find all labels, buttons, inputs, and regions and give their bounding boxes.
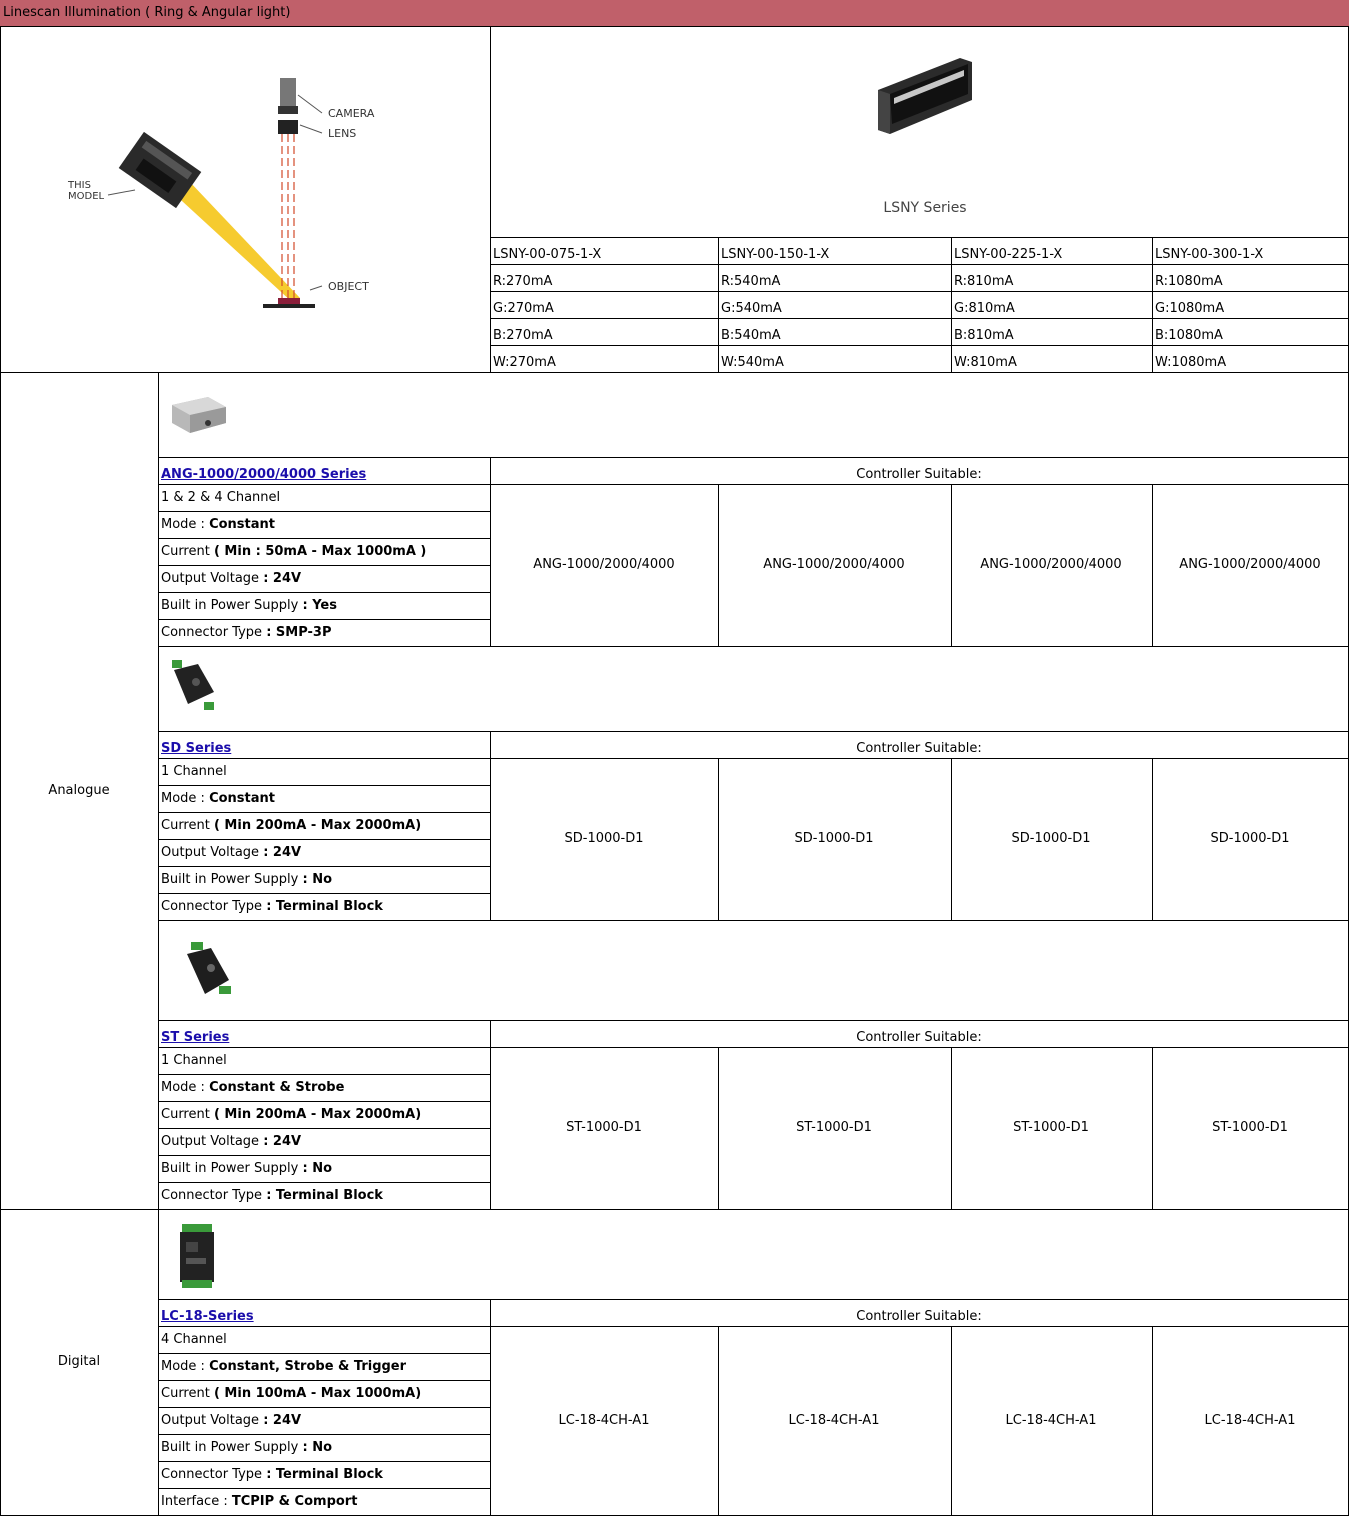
model-current-b: B:540mA xyxy=(721,328,781,343)
current-spec: Current ( Min 200mA - Max 2000mA) xyxy=(161,1107,422,1122)
row-line xyxy=(158,511,490,512)
voltage-spec: Output Voltage : 24V xyxy=(161,1413,302,1428)
suitable-model: ST-1000-D1 xyxy=(1013,1120,1089,1135)
row-line xyxy=(158,592,490,593)
power-supply-spec: Built in Power Supply : No xyxy=(161,872,333,887)
row-line xyxy=(158,893,490,894)
model-current-g: G:810mA xyxy=(954,301,1015,316)
channel-spec: 1 & 2 & 4 Channel xyxy=(161,490,281,505)
col-line xyxy=(490,731,491,920)
connector-spec: Connector Type : Terminal Block xyxy=(161,1467,383,1482)
series-link-sd[interactable]: SD Series xyxy=(161,741,232,756)
group-label-digital: Digital xyxy=(57,1354,101,1369)
current-spec: Current ( Min : 50mA - Max 1000mA ) xyxy=(161,544,427,559)
col-line xyxy=(951,484,952,646)
setup-diagram-image xyxy=(60,70,390,315)
mode-spec: Mode : Constant & Strobe xyxy=(161,1080,345,1095)
series-link-ang[interactable]: ANG-1000/2000/4000 Series xyxy=(161,467,367,482)
controller-suitable-label: Controller Suitable: xyxy=(856,1309,982,1324)
model-current-b: B:1080mA xyxy=(1155,328,1223,343)
suitable-model: ANG-1000/2000/4000 xyxy=(980,557,1122,572)
controller-suitable-label: Controller Suitable: xyxy=(856,741,982,756)
model-current-r: R:270mA xyxy=(493,274,553,289)
voltage-spec: Output Voltage : 24V xyxy=(161,845,302,860)
model-current-w: W:810mA xyxy=(954,355,1017,370)
model-name: LSNY-00-225-1-X xyxy=(954,247,1063,262)
col-line xyxy=(490,1020,491,1209)
row-line xyxy=(158,1074,490,1075)
connector-spec: Connector Type : Terminal Block xyxy=(161,1188,383,1203)
group-label-analogue: Analogue xyxy=(48,783,110,798)
col-line xyxy=(718,484,719,646)
suitable-model: ANG-1000/2000/4000 xyxy=(763,557,905,572)
ang-controller-image xyxy=(168,393,230,437)
product-series-name: LSNY Series xyxy=(883,200,967,216)
col-line xyxy=(1152,1047,1153,1209)
row-line xyxy=(158,457,1349,458)
suitable-model: SD-1000-D1 xyxy=(1011,831,1091,846)
row-line xyxy=(158,785,490,786)
st-controller-image xyxy=(183,940,235,1002)
row-line xyxy=(158,1326,1349,1327)
model-current-b: B:270mA xyxy=(493,328,553,343)
series-link-lc18[interactable]: LC-18-Series xyxy=(161,1309,254,1324)
row-line xyxy=(158,1047,1349,1048)
row-line xyxy=(158,619,490,620)
channel-spec: 1 Channel xyxy=(161,1053,227,1068)
col-line xyxy=(718,237,719,373)
object-label: OBJECT xyxy=(328,280,369,293)
controller-suitable-label: Controller Suitable: xyxy=(856,1030,982,1045)
row-line xyxy=(158,866,490,867)
left-border xyxy=(0,27,1,1516)
mode-spec: Mode : Constant xyxy=(161,791,275,806)
model-current-g: G:1080mA xyxy=(1155,301,1225,316)
row-line xyxy=(158,1380,490,1381)
row-line xyxy=(158,1461,490,1462)
group-divider xyxy=(158,372,159,1516)
row-line xyxy=(158,1353,490,1354)
model-current-r: R:810mA xyxy=(954,274,1014,289)
current-spec: Current ( Min 200mA - Max 2000mA) xyxy=(161,818,422,833)
suitable-model: ST-1000-D1 xyxy=(1212,1120,1288,1135)
row-line xyxy=(158,731,1349,732)
row-line xyxy=(0,372,1349,373)
row-line xyxy=(490,345,1349,346)
optical-path xyxy=(282,134,294,298)
model-current-w: W:1080mA xyxy=(1155,355,1227,370)
model-current-w: W:540mA xyxy=(721,355,784,370)
suitable-model: LC-18-4CH-A1 xyxy=(788,1413,880,1428)
row-line xyxy=(158,484,1349,485)
model-name: LSNY-00-300-1-X xyxy=(1155,247,1264,262)
suitable-model: LC-18-4CH-A1 xyxy=(1005,1413,1097,1428)
current-spec: Current ( Min 100mA - Max 1000mA) xyxy=(161,1386,422,1401)
connector-spec: Connector Type : Terminal Block xyxy=(161,899,383,914)
series-link-st[interactable]: ST Series xyxy=(161,1030,230,1045)
model-name: LSNY-00-150-1-X xyxy=(721,247,830,262)
col-line xyxy=(490,457,491,646)
connector-spec: Connector Type : SMP-3P xyxy=(161,625,332,640)
power-supply-spec: Built in Power Supply : No xyxy=(161,1161,333,1176)
page-title: Linescan Illumination ( Ring & Angular light) xyxy=(3,5,291,20)
model-label: MODEL xyxy=(68,191,105,202)
col-line xyxy=(718,1047,719,1209)
row-line xyxy=(158,1020,1349,1021)
lsny-product-image xyxy=(870,50,980,140)
col-line xyxy=(1152,1326,1153,1516)
row-line xyxy=(158,812,490,813)
suitable-model: ST-1000-D1 xyxy=(796,1120,872,1135)
suitable-model: ANG-1000/2000/4000 xyxy=(533,557,675,572)
lens-label: LENS xyxy=(328,127,357,140)
model-current-b: B:810mA xyxy=(954,328,1014,343)
row-line xyxy=(158,1434,490,1435)
col-line xyxy=(1152,237,1153,373)
row-line xyxy=(158,1182,490,1183)
lens-icon xyxy=(278,120,298,134)
mode-spec: Mode : Constant xyxy=(161,517,275,532)
row-line xyxy=(158,1101,490,1102)
row-line xyxy=(490,291,1349,292)
header-bar xyxy=(0,0,1349,27)
row-line xyxy=(158,920,1349,921)
col-line xyxy=(951,1326,952,1516)
col-line xyxy=(951,758,952,920)
row-line xyxy=(158,565,490,566)
row-line xyxy=(158,1488,490,1489)
suitable-model: SD-1000-D1 xyxy=(1210,831,1290,846)
model-name: LSNY-00-075-1-X xyxy=(493,247,602,262)
lc18-controller-image xyxy=(178,1222,218,1290)
suitable-model: SD-1000-D1 xyxy=(794,831,874,846)
row-line xyxy=(158,646,1349,647)
row-line xyxy=(158,538,490,539)
col-line xyxy=(490,1299,491,1516)
voltage-spec: Output Voltage : 24V xyxy=(161,1134,302,1149)
group-line xyxy=(0,1209,1349,1210)
model-current-w: W:270mA xyxy=(493,355,556,370)
camera-icon xyxy=(280,78,296,106)
model-current-g: G:270mA xyxy=(493,301,554,316)
suitable-model: ANG-1000/2000/4000 xyxy=(1179,557,1321,572)
mode-spec: Mode : Constant, Strobe & Trigger xyxy=(161,1359,407,1374)
row-line xyxy=(158,758,1349,759)
suitable-model: LC-18-4CH-A1 xyxy=(1204,1413,1296,1428)
voltage-spec: Output Voltage : 24V xyxy=(161,571,302,586)
power-supply-spec: Built in Power Supply : Yes xyxy=(161,598,337,613)
channel-spec: 4 Channel xyxy=(161,1332,227,1347)
row-line xyxy=(158,1407,490,1408)
col-line xyxy=(1152,484,1153,646)
object-icon xyxy=(278,298,300,304)
suitable-model: ST-1000-D1 xyxy=(566,1120,642,1135)
camera-label: CAMERA xyxy=(328,107,375,120)
row-line xyxy=(490,264,1349,265)
power-supply-spec: Built in Power Supply : No xyxy=(161,1440,333,1455)
col-line xyxy=(951,1047,952,1209)
controller-suitable-label: Controller Suitable: xyxy=(856,467,982,482)
sd-controller-image xyxy=(168,658,220,716)
interface-spec: Interface : TCPIP & Comport xyxy=(161,1494,358,1509)
col-line xyxy=(718,758,719,920)
row-line xyxy=(490,318,1349,319)
model-current-r: R:1080mA xyxy=(1155,274,1223,289)
col-line xyxy=(951,237,952,373)
channel-spec: 1 Channel xyxy=(161,764,227,779)
model-current-g: G:540mA xyxy=(721,301,782,316)
row-line xyxy=(158,1155,490,1156)
row-line xyxy=(158,839,490,840)
row-line xyxy=(158,1128,490,1129)
row-line xyxy=(158,1299,1349,1300)
suitable-model: LC-18-4CH-A1 xyxy=(558,1413,650,1428)
col-line xyxy=(718,1326,719,1516)
this-label: THIS xyxy=(68,180,91,191)
top-divider xyxy=(490,27,491,373)
suitable-model: SD-1000-D1 xyxy=(564,831,644,846)
model-current-r: R:540mA xyxy=(721,274,781,289)
col-line xyxy=(1152,758,1153,920)
light-beam xyxy=(170,180,300,302)
row-line xyxy=(490,237,1349,238)
